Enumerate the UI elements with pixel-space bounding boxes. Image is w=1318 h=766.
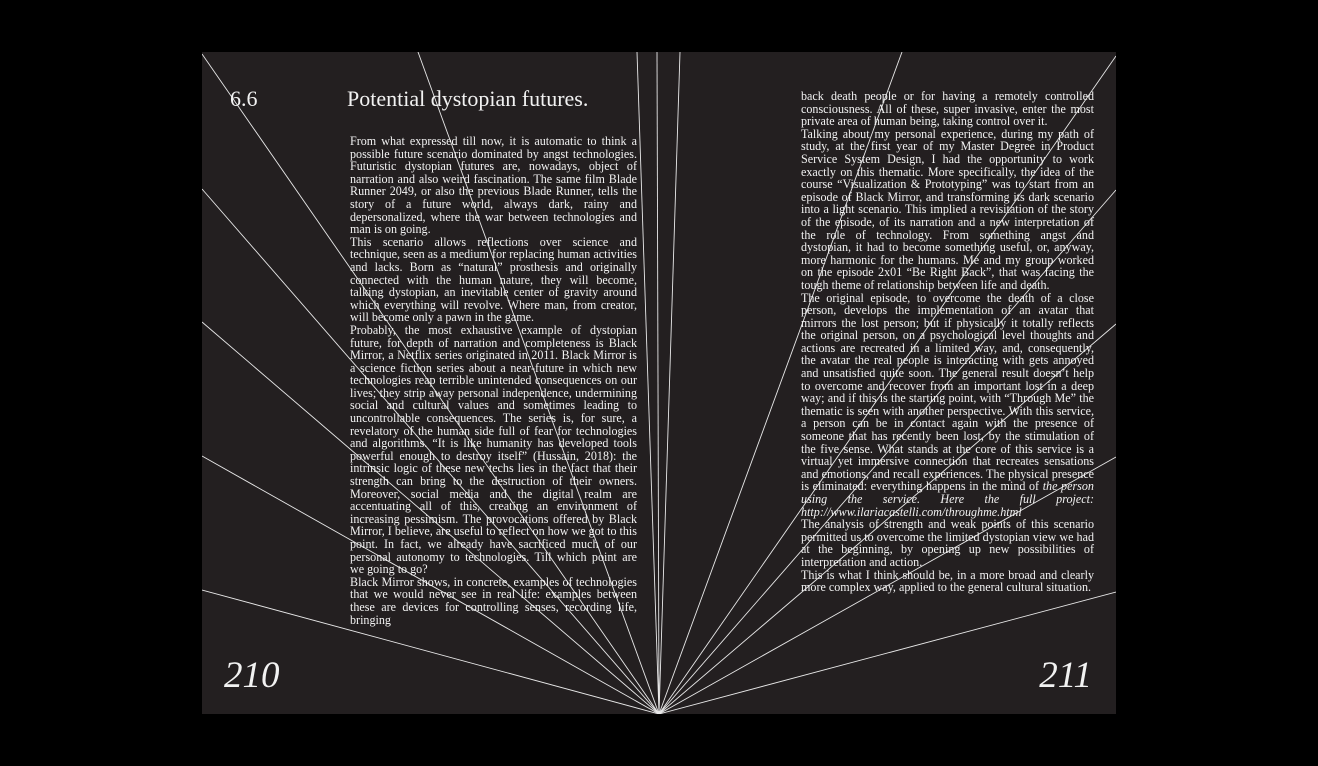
ray-line bbox=[657, 52, 659, 714]
paragraph: back death people or for having a remotely controlled consciousness. All of these, super invasive, enter the most private area of human being, taking control over it. bbox=[801, 89, 1094, 129]
section-number: 6.6 bbox=[230, 86, 258, 111]
right-body-text bbox=[801, 90, 1094, 594]
ray-line bbox=[659, 52, 680, 714]
project-link-note[interactable]: the person using the service. Here the full project: http://www.ilariacastelli.com/throughme.html bbox=[801, 479, 1094, 519]
paragraph: Probably, the most exhaustive example of dystopian future, for depth of narration and completeness is Black Mirror, a Netflix series originated in 2011. Black Mirror is a science fiction series about a near-future in which new technologies reap terrible unintended consequences on our lives; they strip away personal independence, undermining social and cultural values and sometimes leading to uncontrollable consequences. The series is, for sure, a revelatory of the human side full of fear for technologies and algorithms. “It is like humanity has developed tools powerful enough to destroy itself” (Hussain, 2018): the intrinsic logic of these new techs lies in the fact that their strength can bring to the destruction of their owners. Moreover, social media and the digital realm are accentuating all of this, creating an environment of increasing pessimism. The provocations offered by Black Mirror, I believe, are useful to reflect on how we got to this point. In fact, we already have sacrificed much of our personal autonomy to technologies. Till which point are we going to go? bbox=[350, 322, 637, 577]
paragraph: This scenario allows reflections over science and technique, seen as a medium for replacing human activities and lacks. Born as “natural” prosthesis and originally connected with the human nature, they will become, talking dystopian, an inevitable center of gravity around which everything will revolve. Where man, from creator, will become only a pawn in the game. bbox=[350, 234, 637, 325]
paragraph: This is what I think should be, in a more broad and clearly more complex way, applied to the general cultural situation. bbox=[801, 567, 1094, 595]
ray-line bbox=[637, 52, 659, 714]
left-body-text bbox=[350, 135, 637, 626]
book-spread bbox=[202, 52, 1116, 714]
paragraph bbox=[801, 292, 1094, 519]
paragraph: From what expressed till now, it is automatic to think a possible future scenario dominated by angst technologies. Futuristic dystopian futures are, nowadays, object of narration and also weird fascination. The same film Blade Runner 2049, or also the previous Blade Runner, tells the story of a future world, always dark, rainy and depersonalized, where the war between technologies and man is on going. bbox=[350, 134, 637, 237]
paragraph: The analysis of strength and weak points of this scenario permitted us to overcome the limited dystopian view we had at the beginning, by opening up new possibilities of interpretation and action. bbox=[801, 517, 1094, 569]
section-title: Potential dystopian futures. bbox=[347, 86, 589, 111]
page-number-right: 211 bbox=[1039, 655, 1092, 696]
paragraph-text: The original episode, to overcome the death of a close person, develops the implementation of an avatar that mirrors the lost person; but if physically it totally reflects the original person, on a psychological level thoughts and actions are recreated in a limited way, and, consequently, the avatar the real people is interacting with gets annoyed and unsatisfied quite soon. The general result doesn’t help to overcome and recover from an important lost in a deep way; and if this is the starting point, with “Through Me” the thematic is seen with another perspective. With this service, a person can be in contact again with the presence of someone that has recently been lost, by the stimulation of the five sense. What stands at the core of this service is a virtual yet immersive connection that recreates sensations and emotions, and recall experiences. The physical presence is eliminated: everything happens in the mind of bbox=[801, 290, 1094, 494]
page-number-left: 210 bbox=[224, 655, 280, 696]
paragraph: Talking about my personal experience, during my path of study, at the first year of my Master Degree in Product Service System Design, I had the opportunity to work exactly on this thematic. More specifically, the idea of the course “Visualization & Prototyping” was to start from an episode of Black Mirror, and transforming its dark scenario into a light scenario. This implied a revisitation of the story of the episode, of its narration and a new interpretation of the role of technology. From something angst and dystopian, it had to become something useful, or, anyway, more harmonic for the humans. Me and my group worked on the episode 2x01 “Be Right Back”, that was facing the tough theme of relationship between life and death. bbox=[801, 126, 1094, 292]
paragraph: Black Mirror shows, in concrete, examples of technologies that we would never see in real life: examples between these are devices for controlling senses, recording life, bringing bbox=[350, 574, 637, 627]
